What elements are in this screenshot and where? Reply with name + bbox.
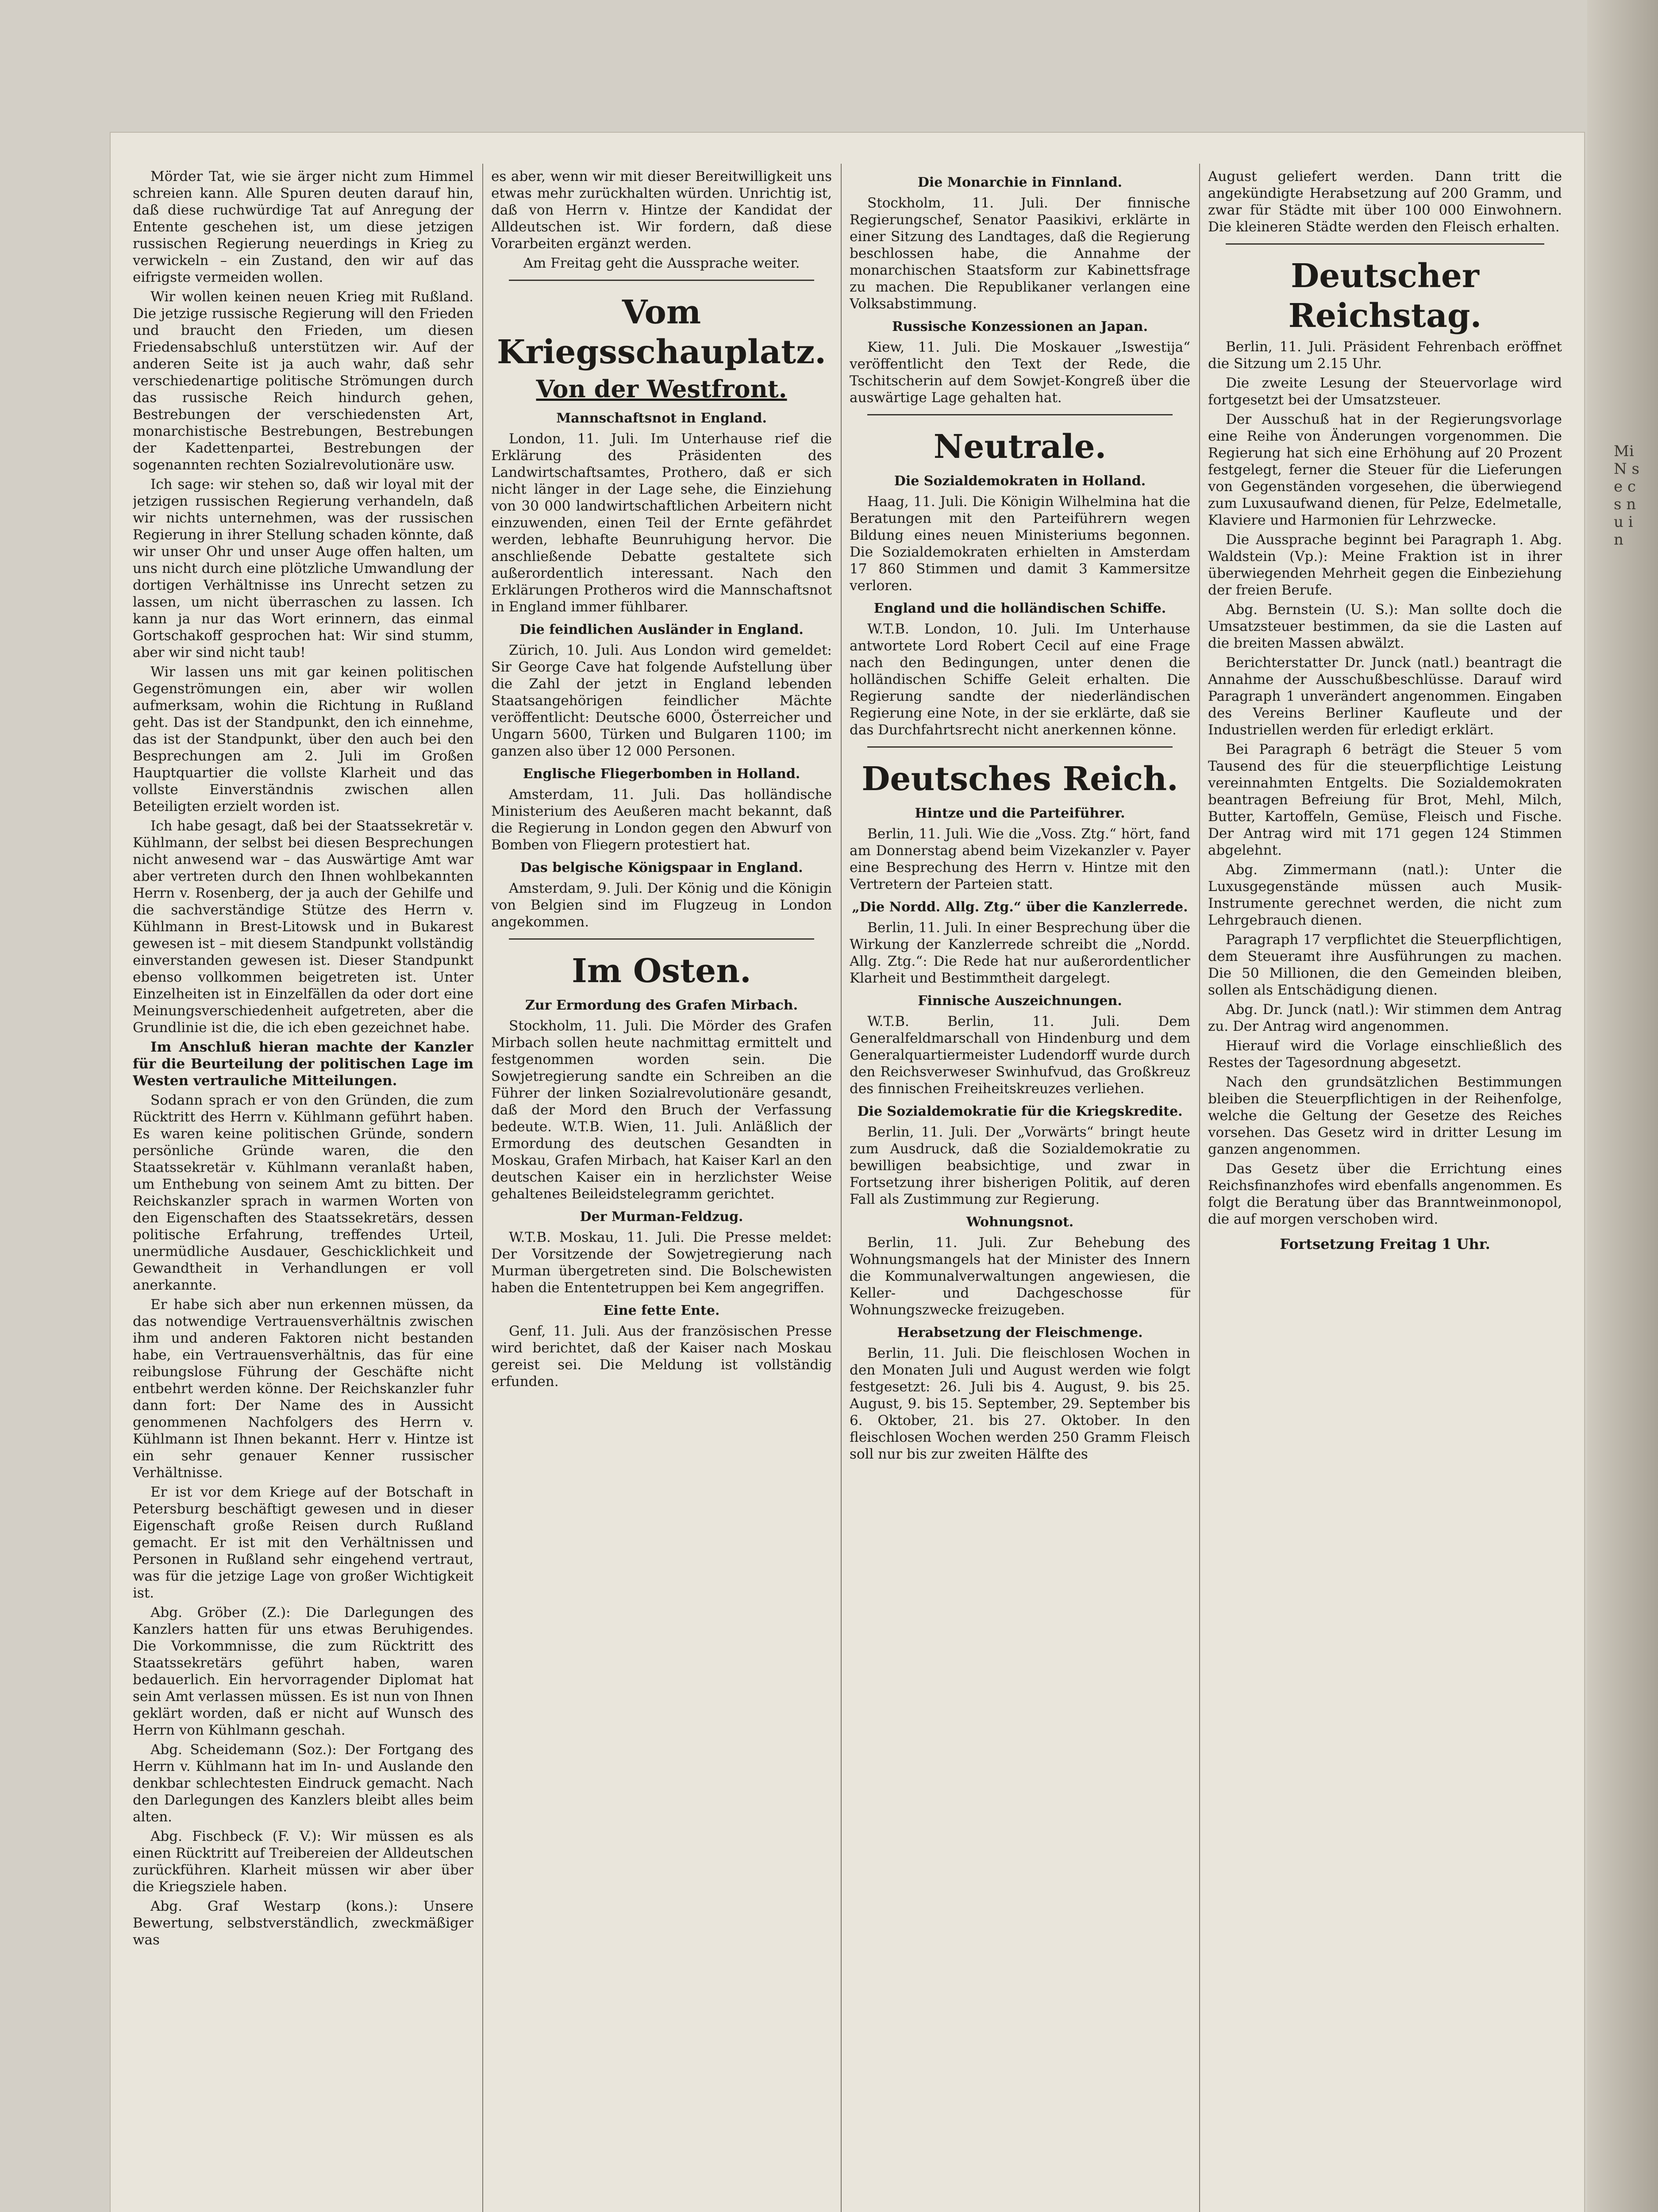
col1-paragraph: Er ist vor dem Kriege auf der Botschaft in Petersburg beschäftigt gewesen und in dieser Eigenschaft große Reisen durch Rußland gemacht. Er ist mit den Verhältnissen und Personen in Rußland sehr eingehend vertraut, was für die jetzige Lage von großer Wichtigkeit ist. — [133, 1484, 473, 1601]
article-title: Mannschaftsnot in England. — [556, 411, 767, 426]
article-text: Zürich, 10. Juli. Aus London wird gemeldet: Sir George Cave hat folgende Aufstellung über die Zahl der jetzt in England lebenden Staatsangehörigen feindlicher Mächte veröffentlicht: Deutsche 6000, Österreicher und Ungarn 5600, Türken und Bulgaren 1100; im ganzen also über 12 000 Personen. — [491, 642, 832, 759]
margin-strip-text: Mi N s e c s n u i n — [1614, 442, 1640, 549]
article-text: W.T.B. London, 10. Juli. Im Unterhause antwortete Lord Robert Cecil auf eine Frage nach den Bedingungen, unter denen die holländischen Schiffe Geleit erhalten. Die Regierung sandte der niederländischen Regierung eine Note, in der sie erklärte, daß sie das Durchfahrtsrecht nicht anerkennen könne. — [850, 621, 1190, 738]
article-title: Das belgische Königspaar in England. — [520, 860, 803, 876]
column-rule — [841, 164, 842, 2212]
col4-intro: August geliefert werden. Dann tritt die angekündigte Herabsetzung auf 200 Gramm, und zwar für Städte mit über 100 000 Einwohnern. Die kleineren Städte werden den Fleisch erhalten. — [1208, 169, 1562, 235]
section-heading: Neutrale. — [933, 428, 1107, 466]
article-text: Haag, 11. Juli. Die Königin Wilhelmina hat die Beratungen mit den Parteiführern wegen Bildung eines neuen Ministeriums begonnen. Die Sozialdemokraten erhielten in Amsterdam 17 860 Stimmen und damit 3 Kammersitze verloren. — [850, 494, 1190, 594]
col4-paragraph: Das Gesetz über die Errichtung eines Reichsfinanzhofes wird ebenfalls angenommen. Es folgt die Beratung über das Branntweinmonopol, die auf morgen verschoben wird. — [1208, 1161, 1562, 1227]
col1-paragraph: Abg. Graf Westarp (kons.): Unsere Bewertung, selbstverständlich, zweckmäßiger was — [133, 1898, 473, 1948]
divider — [867, 746, 1173, 748]
section-heading: Deutsches Reich. — [862, 760, 1178, 798]
section-heading: Im Osten. — [572, 952, 751, 990]
col4-paragraph: Der Ausschuß hat in der Regierungsvorlage eine Reihe von Änderungen vorgenommen. Die Regierung hat sich eine Erhöhung auf 20 Prozent festgelegt, ferner die Steuer für die Lieferungen von Gegenständen vorgesehen, die überwiegend zum Luxusaufwand dienen, für Pelze, Edelmetalle, Klaviere und Harmonien für Lehrzwecke. — [1208, 411, 1562, 528]
article-text: Amsterdam, 9. Juli. Der König und die Königin von Belgien sind im Flugzeug in London angekommen. — [491, 880, 832, 930]
col2-note: Am Freitag geht die Aussprache weiter. — [523, 255, 800, 271]
article-title: Zur Ermordung des Grafen Mirbach. — [525, 998, 798, 1013]
column-rule — [1199, 164, 1200, 2212]
section-heading: Vom Kriegsschauplatz. — [497, 293, 826, 371]
col4-paragraph: Die Aussprache beginnt bei Paragraph 1. Abg. Waldstein (Vp.): Meine Fraktion ist in ihrer überwiegenden Mehrheit gegen die Einbeziehung der freien Berufe. — [1208, 532, 1562, 598]
article-text: Berlin, 11. Juli. Wie die „Voss. Ztg.“ hört, fand am Donnerstag abend beim Vizekanzler v. Payer eine Besprechung des Herrn v. Hintze mit den Vertretern der Parteien statt. — [850, 826, 1190, 892]
article-title: Hintze und die Parteiführer. — [915, 806, 1125, 821]
article-text: Berlin, 11. Juli. Zur Behebung des Wohnungsmangels hat der Minister des Innern die Kommunalverwaltungen angewiesen, die Keller- und Dachgeschosse für Wohnungszwecke freizugeben. — [850, 1235, 1190, 1318]
article-title: Die Monarchie in Finnland. — [917, 175, 1123, 190]
col4-paragraph: Nach den grundsätzlichen Bestimmungen bleiben die Steuerpflichtigen in der Reihenfolge, welche die Geltung der Gesetze des Reiches vorsehen. Das Gesetz wird in dritter Lesung im ganzen angenommen. — [1208, 1074, 1562, 1157]
margin-strip — [1587, 0, 1658, 2212]
col4-paragraph: Bei Paragraph 6 beträgt die Steuer 5 vom Tausend des für die steuerpflichtige Leistung vereinnahmten Entgelts. Die Sozialdemokraten beantragen Befreiung für Brot, Mehl, Milch, Butter, Kartoffeln, Gemüse, Fleisch und Fische. Der Antrag wird mit 171 gegen 124 Stimmen abgelehnt. — [1208, 741, 1562, 858]
continuation-note: Fortsetzung Freitag 1 Uhr. — [1280, 1236, 1490, 1252]
col1-paragraph: Abg. Scheidemann (Soz.): Der Fortgang des Herrn v. Kühlmann hat im In- und Auslande den denkbar schlechtesten Eindruck gemacht. Nach den Darlegungen des Kanzlers bleibt alles beim alten. — [133, 1742, 473, 1825]
divider — [867, 414, 1173, 415]
col4-paragraph: Abg. Zimmermann (natl.): Unter die Luxusgegenstände müssen auch Musik-Instrumente gerechnet werden, die nicht zum Lehrgebrauch dienen. — [1208, 862, 1562, 928]
col4-paragraph: Berlin, 11. Juli. Präsident Fehrenbach eröffnet die Sitzung um 2.15 Uhr. — [1208, 339, 1562, 372]
col2-intro: es aber, wenn wir mit dieser Bereitwilligkeit uns etwas mehr zurückhalten würden. Unrichtig ist, daß von Herrn v. Hintze der Kandidat der Alldeutschen ist. Wir fordern, daß diese Vorarbeiten ergänzt werden. — [491, 169, 832, 252]
col1-paragraph: Abg. Fischbeck (F. V.): Wir müssen es als einen Rücktritt auf Treibereien der Alldeutschen zurückführen. Klarheit müssen wir aber über die Kriegsziele haben. — [133, 1828, 473, 1895]
article-text: Kiew, 11. Juli. Die Moskauer „Iswestija“ veröffentlicht den Text der Rede, die Tschitscherin auf dem Sowjet-Kongreß über die auswärtige Lage gehalten hat. — [850, 339, 1190, 406]
article-text: Berlin, 11. Juli. In einer Besprechung über die Wirkung der Kanzlerrede schreibt die „Nordd. Allg. Ztg.“: Die Rede hat nur außerordentlicher Klarheit und Bestimmtheit dargelegt. — [850, 920, 1190, 986]
col1-paragraph: Mörder Tat, wie sie ärger nicht zum Himmel schreien kann. Alle Spuren deuten darauf hin, daß diese ruchwürdige Tat auf Anregung der Entente geschehen ist, um diese jetzigen russischen Regierung neuerdings in Krieg zu verwickeln – ein Zustand, den wir auf das eifrigste vermeiden wollen. — [133, 169, 473, 285]
divider — [1226, 243, 1544, 245]
article-title: Die Sozialdemokratie für die Kriegskredite. — [857, 1104, 1183, 1119]
column-3 — [850, 168, 1190, 2212]
article-title: Englische Fliegerbomben in Holland. — [523, 766, 800, 782]
article-title: Wohnungsnot. — [966, 1214, 1074, 1230]
column-1 — [133, 168, 473, 2212]
col1-paragraph: Ich sage: wir stehen so, daß wir loyal mit der jetzigen russischen Regierung verhandeln, daß wir nichts unternehmen, was der russischen Regierung in ihrer Stellung schaden könnte, daß wir unser Ohr und unser Auge offen halten, um uns nicht durch eine plötzliche Umwandlung der dortigen Verhältnisse ins Unrecht setzen zu lassen, um nicht überraschen zu lassen. Ich kann ja nur das Wort erinnern, das einmal Gortschakoff gesprochen hat: Wir sind stumm, aber wir sind nicht taub! — [133, 476, 473, 661]
article-text: Berlin, 11. Juli. Der „Vorwärts“ bringt heute zum Ausdruck, daß die Sozialdemokratie zu bewilligen beabsichtige, und zwar in Fortsetzung ihrer bisherigen Politik, auf deren Fall als Zustimmung zur Regierung. — [850, 1124, 1190, 1207]
article-title: Die feindlichen Ausländer in England. — [519, 622, 804, 637]
article-title: Finnische Auszeichnungen. — [918, 993, 1122, 1009]
col1-paragraph: Ich habe gesagt, daß bei der Staatssekretär v. Kühlmann, der selbst bei diesen Besprechungen nicht anwesend war – das Auswärtige Amt war aber vertreten durch den Ihnen wohlbekannten Herrn v. Rosenberg, der ja auch der Gehilfe und die sachverständige Stütze des Herrn v. Kühlmann in Brest-Litowsk und in Bukarest gewesen ist – mit diesem Standpunkt vollständig einverstanden gewesen ist. Dieser Standpunkt ebenso vollkommen beigetreten ist. Unter Einzelheiten ist in Einzelfällen da oder dort eine Meinungsverschiedenheit aufgetreten, aber die Grundlinie ist die, die ich eben gezeichnet habe. — [133, 818, 473, 1036]
col1-paragraph: Sodann sprach er von den Gründen, die zum Rücktritt des Herrn v. Kühlmann geführt haben. Es waren keine politischen Gründe, sondern persönliche Gründe waren, die den Staatssekretär v. Kühlmann veranlaßt haben, um Enthebung von seinem Amt zu bitten. Der Reichskanzler sprach in warmen Worten von den Eigenschaften des Staatssekretärs, dessen politische Erfahrung, treffendes Urteil, unermüdliche Ausdauer, Geschicklichkeit und Gewandtheit in Verhandlungen er voll anerkannte. — [133, 1092, 473, 1293]
divider — [509, 280, 814, 281]
article-title: Russische Konzessionen an Japan. — [892, 319, 1148, 334]
article-text: Genf, 11. Juli. Aus der französischen Presse wird berichtet, daß der Kaiser nach Moskau gereist sei. Die Meldung ist vollständig erfunden. — [491, 1323, 832, 1390]
column-2 — [491, 168, 832, 2212]
column-4 — [1208, 168, 1562, 2212]
article-text: Amsterdam, 11. Juli. Das holländische Ministerium des Aeußeren macht bekannt, daß die Regierung in London gegen den Abwurf von Bomben von Fliegern protestiert hat. — [491, 787, 832, 853]
col4-paragraph: Die zweite Lesung der Steuervorlage wird fortgesetzt bei der Umsatzsteuer. — [1208, 375, 1562, 408]
col4-paragraph: Paragraph 17 verpflichtet die Steuerpflichtigen, dem Steueramt ihre Ausführungen zu machen. Die 50 Millionen, die den Gemeinden bleiben, sollen als Entschädigung dienen. — [1208, 932, 1562, 998]
col1-paragraph: Wir lassen uns mit gar keinen politischen Gegenströmungen ein, aber wir wollen aufmerksam, wohin die Richtung in Rußland geht. Das ist der Standpunkt, den ich einnehme, das ist der Standpunkt, über den auch bei den Besprechungen am 2. Juli im Großen Hauptquartier die vollste Klarheit und das vollste Einverständnis zwischen allen Beteiligten erzielt worden ist. — [133, 664, 473, 814]
col1-paragraph: Abg. Gröber (Z.): Die Darlegungen des Kanzlers hatten für uns etwas Beruhigendes. Die Vorkommnisse, die zum Rücktritt des Staatssekretärs geführt haben, waren bedauerlich. Ein hervorragender Diplomat hat sein Amt verlassen müssen. Es ist nun von Ihnen geklärt worden, daß er nicht auf Wunsch des Herrn von Kühlmann geschah. — [133, 1605, 473, 1738]
divider — [509, 938, 814, 940]
section-heading: Deutscher Reichstag. — [1288, 257, 1482, 335]
col1-paragraph: Er habe sich aber nun erkennen müssen, da das notwendige Vertrauensverhältnis zwischen ihm und anderen Faktoren nicht bestanden habe, ein Vertrauensverhältnis, das für eine reibungslose Führung der Geschäfte nicht entbehrt werden könne. Der Reichskanzler fuhr dann fort: Der Name des in Aussicht genommenen Nachfolgers des Herrn v. Kühlmann ist Ihnen bekannt. Herr v. Hintze ist ein sehr genauer Kenner russischer Verhältnisse. — [133, 1297, 473, 1481]
article-text: Stockholm, 11. Juli. Der finnische Regierungschef, Senator Paasikivi, erklärte in einer Sitzung des Landtages, daß die Regierung beschlossen habe, die Annahme der monarchischen Staatsform zur Kabinettsfrage zu machen. Die Republikaner verlangen eine Volksabstimmung. — [850, 195, 1190, 312]
article-text: Berlin, 11. Juli. Die fleischlosen Wochen in den Monaten Juli und August werden wie folgt festgesetzt: 26. Juli bis 4. August, 9. bis 25. August, 9. bis 15. September, 29. September bis 6. Oktober, 21. bis 27. Oktober. In den fleischlosen Wochen werden 250 Gramm Fleisch soll nur bis zur zweiten Hälfte des — [850, 1345, 1190, 1462]
article-title: „Die Nordd. Allg. Ztg.“ über die Kanzlerrede. — [852, 899, 1188, 915]
col4-paragraph: Hierauf wird die Vorlage einschließlich des Restes der Tagesordnung abgesetzt. — [1208, 1038, 1562, 1071]
article-title: England und die holländischen Schiffe. — [873, 601, 1166, 616]
column-rule — [482, 164, 483, 2212]
article-title: Der Murman-Feldzug. — [580, 1209, 743, 1225]
article-title: Herabsetzung der Fleischmenge. — [897, 1325, 1143, 1340]
newspaper-page — [111, 133, 1584, 2212]
col4-paragraph: Abg. Bernstein (U. S.): Man sollte doch die Umsatzsteuer bestimmen, da sie die Lasten auf die breiten Massen abwälzt. — [1208, 602, 1562, 651]
col4-paragraph: Berichterstatter Dr. Junck (natl.) beantragt die Annahme der Ausschußbeschlüsse. Darauf wird Paragraph 1 unverändert angenommen. Eingaben des Vereins Berliner Kaufleute und der Industriellen werden für erledigt erklärt. — [1208, 655, 1562, 738]
col1-paragraph: Im Anschluß hieran machte der Kanzler für die Beurteilung der politischen Lage im Westen vertrauliche Mitteilungen. — [133, 1039, 473, 1089]
article-title: Die Sozialdemokraten in Holland. — [894, 473, 1146, 489]
article-text: Stockholm, 11. Juli. Die Mörder des Grafen Mirbach sollen heute nachmittag ermittelt und festgenommen worden sein. Die Sowjetregierung sandte ein Schreiben an die Führer der linken Sozialrevolutionäre gesandt, daß der Mord den Bruch der Verfassung bedeute. W.T.B. Wien, 11. Juli. Anläßlich der Ermordung des deutschen Gesandten in Moskau, Grafen Mirbach, hat Kaiser Karl an den deutschen Kaiser ein in herzlichster Weise gehaltenes Beileidstelegramm gerichtet. — [491, 1018, 832, 1202]
article-text: W.T.B. Berlin, 11. Juli. Dem Generalfeldmarschall von Hindenburg und dem Generalquartiermeister Ludendorff wurde durch den Reichsverweser Swinhufvud, das Großkreuz des finnischen Freiheitskreuzes verliehen. — [850, 1014, 1190, 1097]
article-text: London, 11. Juli. Im Unterhause rief die Erklärung des Präsidenten des Landwirtschaftsamtes, Prothero, daß er sich nicht länger in der Lage sehe, die Einziehung von 30 000 landwirtschaftlichen Arbeitern nicht einzuwenden, einen Teil der Ernte gefährdet werden, lebhafte Beunruhigung hervor. Die anschließende Debatte gestaltete sich außerordentlich interessant. Nach den Erklärungen Protheros wird die Mannschaftsnot in England immer fühlbarer. — [491, 431, 832, 615]
col1-paragraph: Wir wollen keinen neuen Krieg mit Rußland. Die jetzige russische Regierung will den Frieden und braucht den Frieden, um diesen Friedensabschluß unterstützen wir. Auf der anderen Seite ist ja auch wahr, daß sehr verschiedenartige politische Strömungen durch das russische Reich hindurch gehen, Bestrebungen der verschiedensten Art, monarchistische Bestrebungen, Bestrebungen der Kadettenpartei, Bestrebungen der sogenannten rechten Sozialrevolutionäre usw. — [133, 289, 473, 473]
col4-paragraph: Abg. Dr. Junck (natl.): Wir stimmen dem Antrag zu. Der Antrag wird angenommen. — [1208, 1002, 1562, 1034]
section-subheading: Von der Westfront. — [536, 375, 787, 403]
article-title: Eine fette Ente. — [603, 1303, 720, 1318]
article-text: W.T.B. Moskau, 11. Juli. Die Presse meldet: Der Vorsitzende der Sowjetregierung nach Murman übergetreten sind. Die Bolschewisten haben die Ententetruppen bei Kem angegriffen. — [491, 1229, 832, 1296]
